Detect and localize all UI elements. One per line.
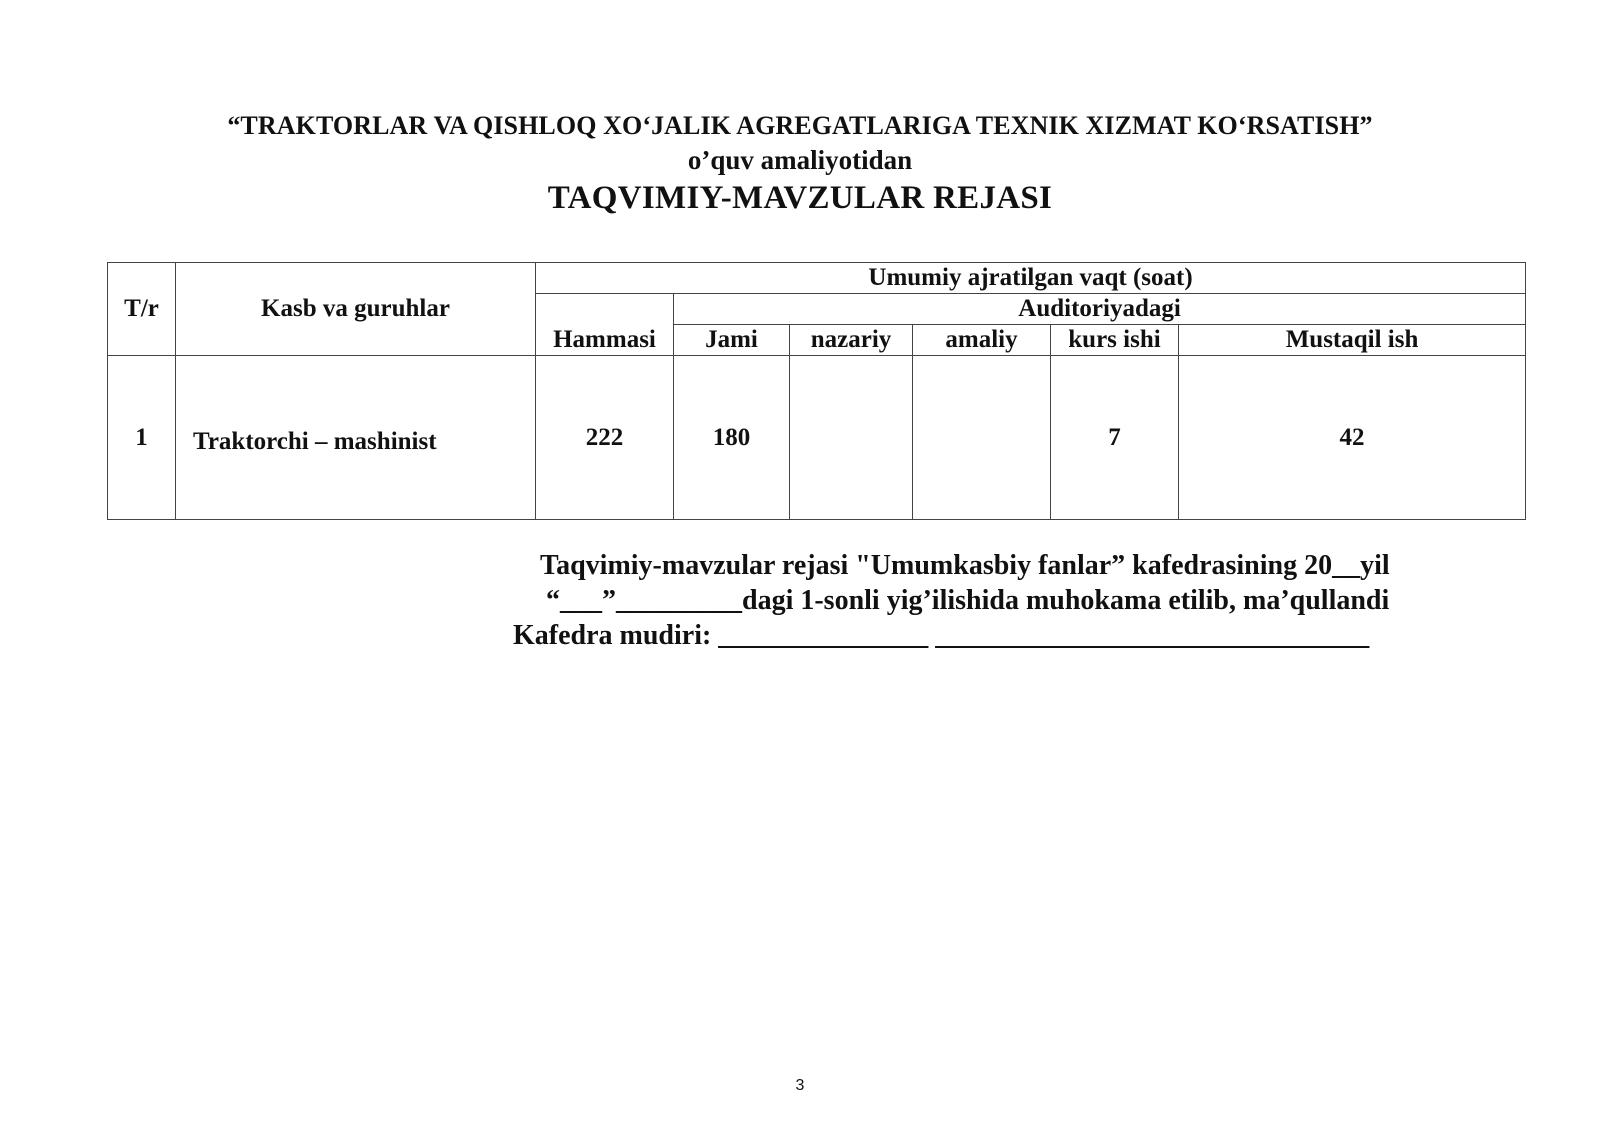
cell-profession: Traktorchi – mashinist [176,356,536,520]
header-auditorium: Auditoriyadagi [674,294,1526,325]
cell-theory [790,356,913,520]
approval-signature-line: Kafedra mudiri: _______________ _______________________________ [513,620,1370,651]
approval-line-1: Taqvimiy-mavzular rejasi "Umumkasbiy fanlar” kafedrasining 20__yil [540,550,1390,581]
cell-total: 180 [674,356,790,520]
approval-block [500,548,1500,653]
header-total: Jami [674,325,790,356]
header-coursework: kurs ishi [1051,325,1179,356]
header-row-1 [108,263,1526,294]
cell-all: 222 [536,356,674,520]
header-independent: Mustaqil ish [1179,325,1526,356]
document-header [0,108,1600,220]
header-profession: Kasb va guruhlar [176,263,536,356]
header-total-time: Umumiy ajratilgan vaqt (soat) [536,263,1526,294]
header-number: T/r [108,263,176,356]
table-row [108,356,1526,520]
plan-table [107,262,1526,520]
page-title: TAQVIMIY-MAVZULAR REJASI [547,180,1053,216]
page-number: 3 [795,1077,805,1094]
cell-number: 1 [108,356,176,520]
header-theory: nazariy [790,325,913,356]
header-practice: amaliy [913,325,1051,356]
cell-coursework: 7 [1051,356,1179,520]
header-all: Hammasi [536,294,674,356]
cell-practice [913,356,1051,520]
subject-subtitle: o’quv amaliyotidan [687,145,913,175]
subject-title: “TRAKTORLAR VA QISHLOQ XO‘JALIK AGREGATLARIGA TEXNIK XIZMAT KO‘RSATISH” [227,111,1373,140]
approval-line-2: “___”_________dagi 1-sonli yig’ilishida muhokama etilib, ma’qullandi [546,585,1390,616]
cell-independent: 42 [1179,356,1526,520]
